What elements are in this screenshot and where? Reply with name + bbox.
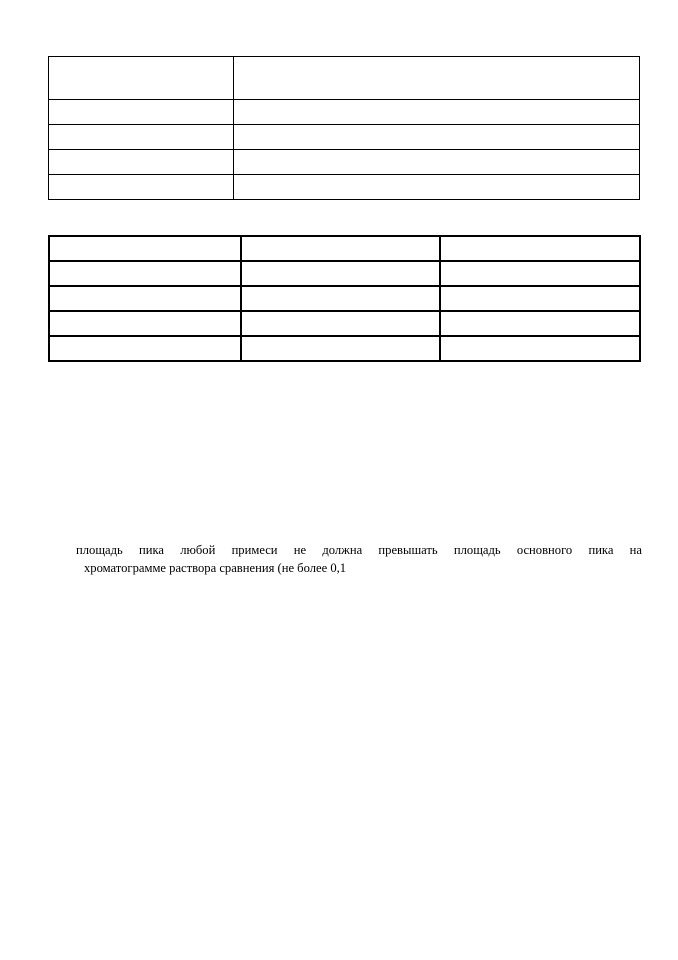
table-row: [49, 100, 640, 125]
table-cell: [49, 150, 234, 175]
table-row: [49, 236, 640, 261]
table-cell: [241, 336, 440, 361]
table-cell: [49, 57, 234, 100]
body-paragraph: [76, 541, 642, 577]
table-cell: [440, 336, 640, 361]
table-cell: [241, 286, 440, 311]
table-cell: [440, 261, 640, 286]
table-row: [49, 125, 640, 150]
table-cell: [49, 100, 234, 125]
table-row: [49, 336, 640, 361]
table-cell: [440, 236, 640, 261]
table-cell: [234, 150, 640, 175]
table-row: [49, 286, 640, 311]
table-row: [49, 57, 640, 100]
table-cell: [49, 336, 241, 361]
table-cell: [49, 261, 241, 286]
table-cell: [440, 286, 640, 311]
table-cell: [49, 286, 241, 311]
table-cell: [241, 261, 440, 286]
table-cell: [234, 175, 640, 200]
table-row: [49, 311, 640, 336]
table-row: [49, 150, 640, 175]
table-cell: [241, 311, 440, 336]
table-row: [49, 175, 640, 200]
table-cell: [440, 311, 640, 336]
paragraph-line: хроматограмме раствора сравнения (не более 0,1: [84, 561, 347, 575]
table-cell: [234, 100, 640, 125]
table-cell: [49, 175, 234, 200]
table-row: [49, 261, 640, 286]
table-cell: [49, 125, 234, 150]
table-2: [48, 235, 641, 362]
table-cell: [234, 125, 640, 150]
table-cell: [49, 311, 241, 336]
paragraph-line: площадь пика любой примеси не должна превышать площадь основного пика на: [76, 543, 642, 557]
table-cell: [241, 236, 440, 261]
table-1: [48, 56, 640, 200]
table-cell: [49, 236, 241, 261]
table-cell: [234, 57, 640, 100]
